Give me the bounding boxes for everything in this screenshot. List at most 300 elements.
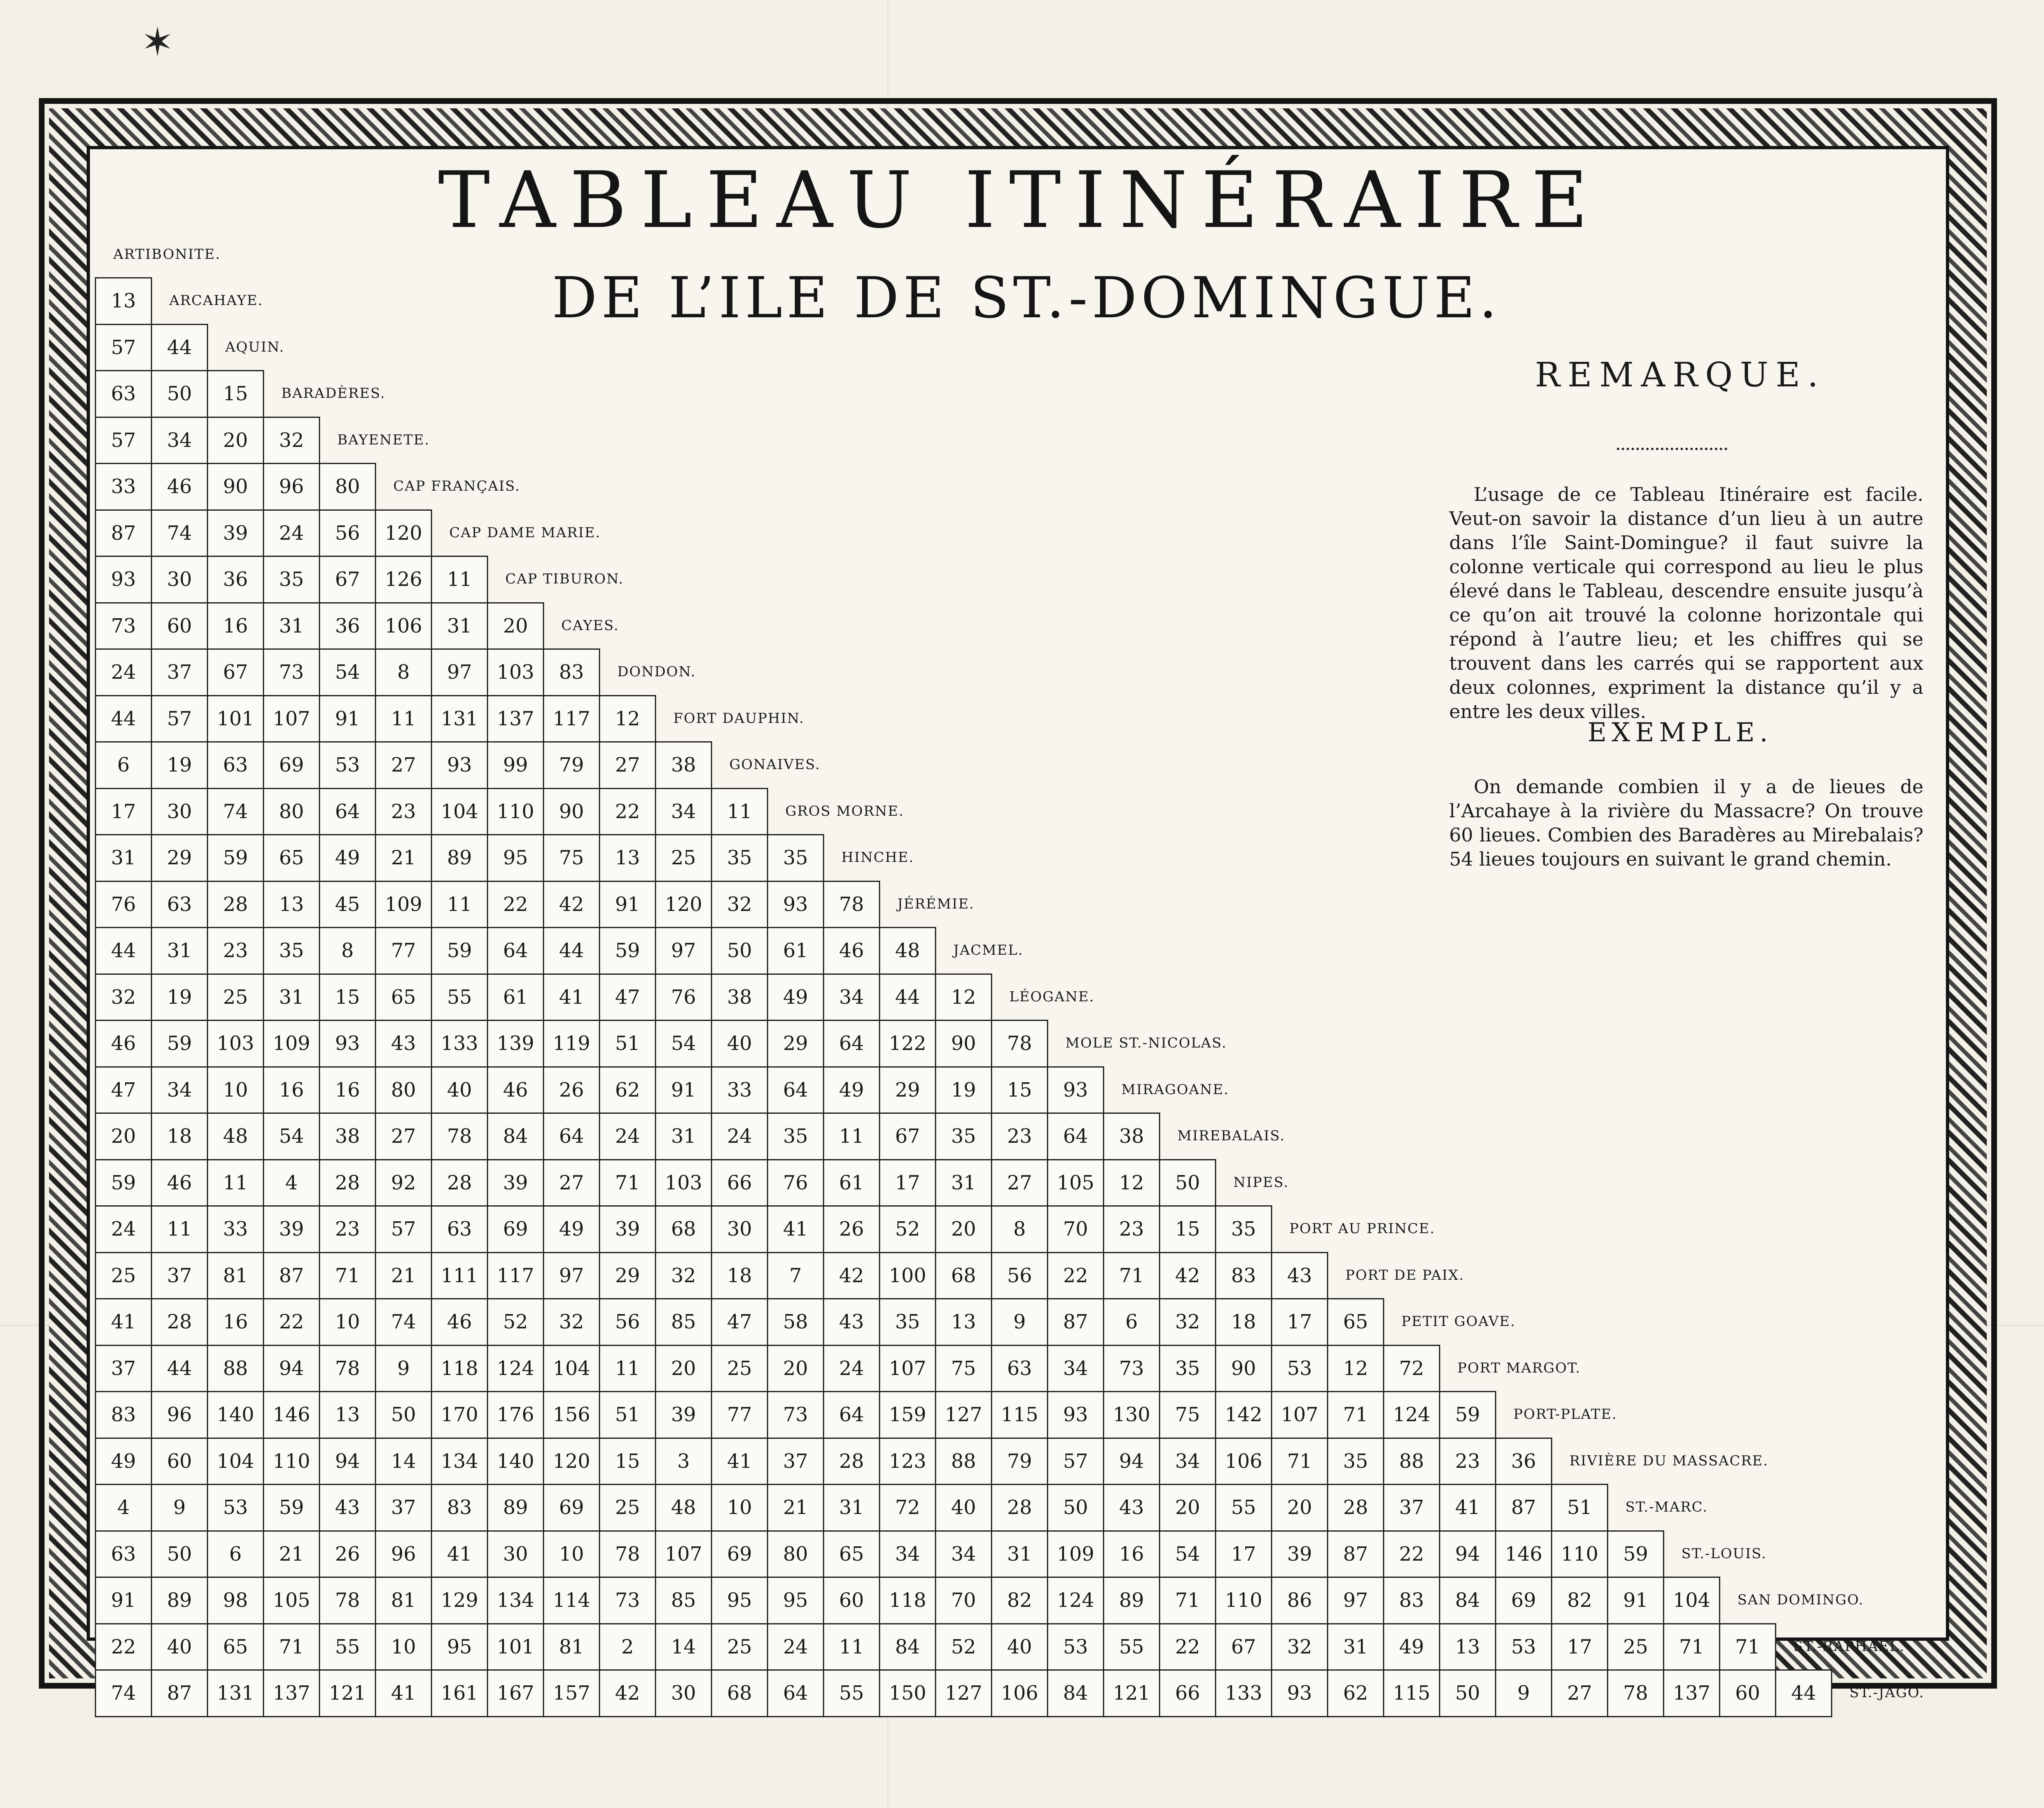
distance-cell: 121 [319, 1669, 376, 1717]
distance-cell: 35 [935, 1113, 992, 1160]
distance-cell: 15 [319, 974, 376, 1021]
distance-cell: 11 [375, 695, 432, 743]
distance-cell: 75 [1159, 1391, 1216, 1439]
distance-cell: 110 [263, 1438, 320, 1485]
place-label: ARTIBONITE. [113, 246, 221, 262]
distance-cell: 31 [823, 1484, 880, 1532]
distance-cell: 61 [823, 1159, 880, 1207]
place-label: BAYENETE. [337, 431, 430, 448]
distance-cell: 60 [151, 602, 208, 650]
distance-cell: 3 [655, 1438, 712, 1485]
distance-cell: 70 [1047, 1205, 1104, 1253]
distance-cell: 64 [767, 1669, 824, 1717]
distance-cell: 53 [1047, 1623, 1104, 1671]
distance-cell: 13 [935, 1298, 992, 1346]
distance-cell: 54 [1159, 1530, 1216, 1578]
place-label: RIVIÈRE DU MASSACRE. [1569, 1452, 1768, 1469]
distance-cell: 107 [263, 695, 320, 743]
place-label: PETIT GOAVE. [1401, 1313, 1516, 1330]
distance-cell: 28 [991, 1484, 1048, 1532]
distance-cell: 93 [431, 741, 488, 789]
distance-cell: 117 [543, 695, 600, 743]
distance-cell: 67 [207, 648, 264, 696]
distance-cell: 121 [1103, 1669, 1160, 1717]
distance-cell: 36 [319, 602, 376, 650]
distance-cell: 17 [879, 1159, 936, 1207]
distance-cell: 20 [935, 1205, 992, 1253]
distance-cell: 64 [1047, 1113, 1104, 1160]
distance-cell: 20 [655, 1345, 712, 1393]
place-label: CAP DAME MARIE. [449, 524, 601, 541]
distance-cell: 71 [599, 1159, 656, 1207]
distance-cell: 58 [767, 1298, 824, 1346]
distance-cell: 84 [879, 1623, 936, 1671]
distance-cell: 94 [319, 1438, 376, 1485]
distance-cell: 78 [431, 1113, 488, 1160]
distance-cell: 82 [991, 1577, 1048, 1624]
distance-cell: 81 [207, 1252, 264, 1300]
distance-cell: 109 [375, 881, 432, 929]
distance-cell: 84 [1047, 1669, 1104, 1717]
distance-cell: 73 [767, 1391, 824, 1439]
distance-cell: 46 [151, 463, 208, 511]
distance-cell: 81 [543, 1623, 600, 1671]
distance-cell: 28 [1327, 1484, 1384, 1532]
distance-cell: 21 [767, 1484, 824, 1532]
distance-cell: 93 [95, 556, 152, 603]
distance-cell: 11 [823, 1623, 880, 1671]
distance-cell: 30 [711, 1205, 768, 1253]
distance-cell: 54 [655, 1020, 712, 1068]
distance-cell: 80 [319, 463, 376, 511]
distance-cell: 176 [487, 1391, 544, 1439]
distance-cell: 137 [1663, 1669, 1720, 1717]
distance-cell: 111 [431, 1252, 488, 1300]
distance-cell: 75 [543, 834, 600, 882]
distance-cell: 22 [1047, 1252, 1104, 1300]
distance-cell: 60 [1719, 1669, 1776, 1717]
distance-cell: 71 [263, 1623, 320, 1671]
distance-cell: 17 [95, 788, 152, 836]
distance-cell: 32 [95, 974, 152, 1021]
distance-cell: 50 [151, 370, 208, 418]
distance-cell: 83 [1383, 1577, 1440, 1624]
distance-cell: 8 [375, 648, 432, 696]
place-label: NIPES. [1233, 1174, 1289, 1191]
distance-cell: 50 [151, 1530, 208, 1578]
distance-cell: 10 [543, 1530, 600, 1578]
distance-cell: 22 [1383, 1530, 1440, 1578]
distance-cell: 53 [207, 1484, 264, 1532]
distance-cell: 68 [935, 1252, 992, 1300]
distance-cell: 22 [487, 881, 544, 929]
distance-cell: 33 [95, 463, 152, 511]
distance-cell: 23 [319, 1205, 376, 1253]
distance-cell: 101 [207, 695, 264, 743]
distance-cell: 107 [1271, 1391, 1328, 1439]
distance-cell: 89 [431, 834, 488, 882]
distance-cell: 93 [767, 881, 824, 929]
distance-cell: 90 [935, 1020, 992, 1068]
place-label: BARADÈRES. [281, 385, 386, 402]
distance-cell: 20 [1271, 1484, 1328, 1532]
distance-cell: 24 [823, 1345, 880, 1393]
distance-cell: 46 [823, 927, 880, 975]
distance-cell: 124 [1047, 1577, 1104, 1624]
distance-cell: 35 [1327, 1438, 1384, 1485]
distance-cell: 94 [1439, 1530, 1496, 1578]
distance-cell: 11 [431, 556, 488, 603]
distance-cell: 37 [151, 1252, 208, 1300]
distance-cell: 77 [711, 1391, 768, 1439]
distance-cell: 35 [767, 1113, 824, 1160]
distance-cell: 31 [151, 927, 208, 975]
distance-cell: 93 [1047, 1066, 1104, 1114]
distance-cell: 103 [207, 1020, 264, 1068]
distance-cell: 104 [1663, 1577, 1720, 1624]
distance-cell: 142 [1215, 1391, 1272, 1439]
distance-cell: 16 [319, 1066, 376, 1114]
distance-cell: 88 [1383, 1438, 1440, 1485]
distance-cell: 40 [431, 1066, 488, 1114]
distance-cell: 15 [599, 1438, 656, 1485]
distance-cell: 6 [1103, 1298, 1160, 1346]
distance-cell: 73 [263, 648, 320, 696]
distance-cell: 24 [95, 648, 152, 696]
distance-cell: 78 [319, 1345, 376, 1393]
distance-cell: 25 [711, 1623, 768, 1671]
distance-cell: 63 [95, 1530, 152, 1578]
distance-cell: 61 [767, 927, 824, 975]
distance-cell: 12 [599, 695, 656, 743]
distance-cell: 16 [207, 1298, 264, 1346]
place-label: JACMEL. [953, 942, 1024, 958]
distance-cell: 34 [935, 1530, 992, 1578]
distance-cell: 82 [1551, 1577, 1608, 1624]
distance-cell: 80 [375, 1066, 432, 1114]
distance-cell: 47 [599, 974, 656, 1021]
distance-cell: 25 [1607, 1623, 1664, 1671]
distance-cell: 31 [263, 974, 320, 1021]
distance-cell: 63 [95, 370, 152, 418]
distance-cell: 20 [767, 1345, 824, 1393]
distance-cell: 27 [375, 1113, 432, 1160]
distance-cell: 110 [487, 788, 544, 836]
distance-cell: 51 [599, 1391, 656, 1439]
distance-cell: 65 [207, 1623, 264, 1671]
distance-cell: 131 [431, 695, 488, 743]
distance-cell: 80 [767, 1530, 824, 1578]
distance-cell: 89 [1103, 1577, 1160, 1624]
distance-cell: 13 [1439, 1623, 1496, 1671]
distance-cell: 57 [151, 695, 208, 743]
distance-cell: 146 [263, 1391, 320, 1439]
distance-cell: 22 [1159, 1623, 1216, 1671]
place-label: HINCHE. [841, 849, 914, 866]
distance-cell: 119 [543, 1020, 600, 1068]
distance-cell: 67 [1215, 1623, 1272, 1671]
distance-cell: 19 [935, 1066, 992, 1114]
distance-cell: 9 [375, 1345, 432, 1393]
distance-cell: 21 [263, 1530, 320, 1578]
distance-cell: 64 [767, 1066, 824, 1114]
distance-cell: 67 [879, 1113, 936, 1160]
distance-cell: 98 [207, 1577, 264, 1624]
distance-cell: 7 [767, 1252, 824, 1300]
distance-cell: 64 [543, 1113, 600, 1160]
distance-cell: 12 [935, 974, 992, 1021]
distance-cell: 74 [95, 1669, 152, 1717]
place-label: FORT DAUPHIN. [673, 710, 805, 727]
distance-cell: 28 [823, 1438, 880, 1485]
distance-cell: 13 [263, 881, 320, 929]
distance-cell: 40 [711, 1020, 768, 1068]
distance-cell: 24 [767, 1623, 824, 1671]
distance-cell: 34 [1047, 1345, 1104, 1393]
distance-cell: 87 [1327, 1530, 1384, 1578]
distance-cell: 39 [655, 1391, 712, 1439]
distance-cell: 59 [1607, 1530, 1664, 1578]
distance-cell: 23 [375, 788, 432, 836]
place-label: DONDON. [617, 664, 696, 680]
distance-cell: 16 [1103, 1530, 1160, 1578]
distance-cell: 32 [1159, 1298, 1216, 1346]
distance-cell: 22 [599, 788, 656, 836]
distance-cell: 69 [263, 741, 320, 789]
distance-cell: 44 [879, 974, 936, 1021]
distance-cell: 8 [991, 1205, 1048, 1253]
distance-cell: 49 [543, 1205, 600, 1253]
distance-cell: 139 [487, 1020, 544, 1068]
distance-cell: 91 [599, 881, 656, 929]
distance-cell: 50 [375, 1391, 432, 1439]
distance-cell: 44 [543, 927, 600, 975]
place-label: JÉRÉMIE. [897, 895, 975, 912]
distance-cell: 43 [1271, 1252, 1328, 1300]
distance-cell: 59 [207, 834, 264, 882]
distance-cell: 4 [263, 1159, 320, 1207]
distance-cell: 57 [95, 324, 152, 372]
distance-cell: 50 [1439, 1669, 1496, 1717]
distance-cell: 46 [95, 1020, 152, 1068]
distance-cell: 11 [823, 1113, 880, 1160]
distance-cell: 68 [711, 1669, 768, 1717]
distance-cell: 21 [375, 834, 432, 882]
distance-cell: 43 [1103, 1484, 1160, 1532]
distance-cell: 14 [655, 1623, 712, 1671]
distance-cell: 15 [1159, 1205, 1216, 1253]
distance-cell: 97 [1327, 1577, 1384, 1624]
distance-cell: 27 [991, 1159, 1048, 1207]
distance-cell: 137 [263, 1669, 320, 1717]
distance-cell: 64 [487, 927, 544, 975]
distance-cell: 103 [487, 648, 544, 696]
distance-cell: 51 [599, 1020, 656, 1068]
distance-cell: 37 [95, 1345, 152, 1393]
distance-cell: 43 [319, 1484, 376, 1532]
distance-cell: 35 [1215, 1205, 1272, 1253]
distance-cell: 133 [431, 1020, 488, 1068]
distance-cell: 71 [1103, 1252, 1160, 1300]
place-label: ST.-JAGO. [1849, 1685, 1925, 1701]
distance-cell: 30 [151, 788, 208, 836]
distance-cell: 99 [487, 741, 544, 789]
place-label: ST.-RAPHAEL. [1793, 1638, 1905, 1655]
distance-cell: 93 [1047, 1391, 1104, 1439]
distance-cell: 39 [599, 1205, 656, 1253]
distance-cell: 94 [263, 1345, 320, 1393]
distance-cell: 80 [263, 788, 320, 836]
distance-cell: 83 [543, 648, 600, 696]
distance-cell: 74 [207, 788, 264, 836]
distance-cell: 23 [207, 927, 264, 975]
distance-cell: 27 [1551, 1669, 1608, 1717]
distance-cell: 46 [487, 1066, 544, 1114]
distance-cell: 72 [1383, 1345, 1440, 1393]
distance-cell: 95 [767, 1577, 824, 1624]
distance-cell: 120 [375, 509, 432, 557]
distance-cell: 35 [879, 1298, 936, 1346]
distance-cell: 10 [319, 1298, 376, 1346]
distance-cell: 6 [95, 741, 152, 789]
distance-cell: 24 [711, 1113, 768, 1160]
distance-cell: 20 [95, 1113, 152, 1160]
distance-cell: 78 [319, 1577, 376, 1624]
distance-cell: 106 [1215, 1438, 1272, 1485]
distance-cell: 124 [487, 1345, 544, 1393]
distance-cell: 91 [95, 1577, 152, 1624]
distance-cell: 78 [599, 1530, 656, 1578]
distance-cell: 87 [1495, 1484, 1552, 1532]
star-mark-icon: ✶ [141, 19, 174, 65]
distance-cell: 48 [207, 1113, 264, 1160]
distance-cell: 134 [487, 1577, 544, 1624]
distance-cell: 120 [543, 1438, 600, 1485]
distance-cell: 89 [487, 1484, 544, 1532]
distance-cell: 39 [487, 1159, 544, 1207]
distance-cell: 157 [543, 1669, 600, 1717]
distance-cell: 34 [151, 1066, 208, 1114]
distance-cell: 34 [823, 974, 880, 1021]
distance-cell: 109 [1047, 1530, 1104, 1578]
distance-cell: 90 [543, 788, 600, 836]
distance-cell: 29 [599, 1252, 656, 1300]
distance-cell: 66 [711, 1159, 768, 1207]
distance-cell: 71 [1271, 1438, 1328, 1485]
distance-cell: 55 [431, 974, 488, 1021]
distance-cell: 25 [599, 1484, 656, 1532]
distance-cell: 74 [375, 1298, 432, 1346]
distance-cell: 62 [599, 1066, 656, 1114]
distance-cell: 60 [823, 1577, 880, 1624]
distance-cell: 131 [207, 1669, 264, 1717]
distance-cell: 9 [1495, 1669, 1552, 1717]
distance-cell: 60 [151, 1438, 208, 1485]
distance-cell: 34 [655, 788, 712, 836]
distance-cell: 59 [599, 927, 656, 975]
distance-cell: 18 [711, 1252, 768, 1300]
distance-cell: 44 [151, 1345, 208, 1393]
distance-cell: 137 [487, 695, 544, 743]
distance-cell: 50 [1159, 1159, 1216, 1207]
distance-cell: 85 [655, 1298, 712, 1346]
distance-cell: 127 [935, 1669, 992, 1717]
distance-cell: 109 [263, 1020, 320, 1068]
distance-cell: 39 [1271, 1530, 1328, 1578]
distance-cell: 65 [823, 1530, 880, 1578]
distance-cell: 33 [711, 1066, 768, 1114]
distance-cell: 93 [1271, 1669, 1328, 1717]
distance-cell: 26 [543, 1066, 600, 1114]
distance-cell: 83 [431, 1484, 488, 1532]
distance-cell: 24 [95, 1205, 152, 1253]
distance-cell: 44 [95, 695, 152, 743]
distance-cell: 27 [375, 741, 432, 789]
distance-cell: 52 [487, 1298, 544, 1346]
distance-cell: 35 [767, 834, 824, 882]
distance-cell: 115 [991, 1391, 1048, 1439]
distance-cell: 56 [319, 509, 376, 557]
distance-cell: 10 [207, 1066, 264, 1114]
distance-cell: 92 [375, 1159, 432, 1207]
distance-cell: 17 [1551, 1623, 1608, 1671]
distance-cell: 71 [1327, 1391, 1384, 1439]
distance-cell: 10 [375, 1623, 432, 1671]
distance-cell: 110 [1551, 1530, 1608, 1578]
distance-cell: 74 [151, 509, 208, 557]
distance-cell: 130 [1103, 1391, 1160, 1439]
distance-cell: 17 [1271, 1298, 1328, 1346]
distance-cell: 170 [431, 1391, 488, 1439]
place-label: ST.-LOUIS. [1681, 1545, 1767, 1562]
distance-cell: 107 [655, 1530, 712, 1578]
distance-cell: 73 [599, 1577, 656, 1624]
distance-cell: 11 [151, 1205, 208, 1253]
distance-cell: 140 [487, 1438, 544, 1485]
place-label: LÉOGANE. [1009, 988, 1095, 1005]
distance-cell: 78 [823, 881, 880, 929]
distance-cell: 146 [1495, 1530, 1552, 1578]
distance-cell: 129 [431, 1577, 488, 1624]
distance-cell: 64 [823, 1020, 880, 1068]
distance-cell: 31 [95, 834, 152, 882]
example-heading: EXEMPLE. [1587, 718, 1773, 748]
distance-cell: 91 [319, 695, 376, 743]
distance-cell: 90 [1215, 1345, 1272, 1393]
distance-cell: 62 [1327, 1669, 1384, 1717]
distance-cell: 13 [599, 834, 656, 882]
distance-cell: 35 [263, 927, 320, 975]
distance-cell: 85 [655, 1577, 712, 1624]
distance-cell: 28 [319, 1159, 376, 1207]
distance-cell: 54 [263, 1113, 320, 1160]
page-subtitle: DE L’ILE DE ST.-DOMINGUE. [552, 265, 1501, 331]
distance-cell: 159 [879, 1391, 936, 1439]
distance-cell: 100 [879, 1252, 936, 1300]
distance-cell: 64 [319, 788, 376, 836]
distance-cell: 104 [543, 1345, 600, 1393]
distance-cell: 126 [375, 556, 432, 603]
distance-cell: 54 [319, 648, 376, 696]
distance-cell: 49 [767, 974, 824, 1021]
distance-cell: 93 [319, 1020, 376, 1068]
distance-cell: 41 [431, 1530, 488, 1578]
distance-cell: 27 [543, 1159, 600, 1207]
page-title: TABLEAU ITINÉRAIRE [438, 155, 1602, 245]
distance-cell: 31 [935, 1159, 992, 1207]
distance-cell: 26 [319, 1530, 376, 1578]
distance-cell: 61 [487, 974, 544, 1021]
